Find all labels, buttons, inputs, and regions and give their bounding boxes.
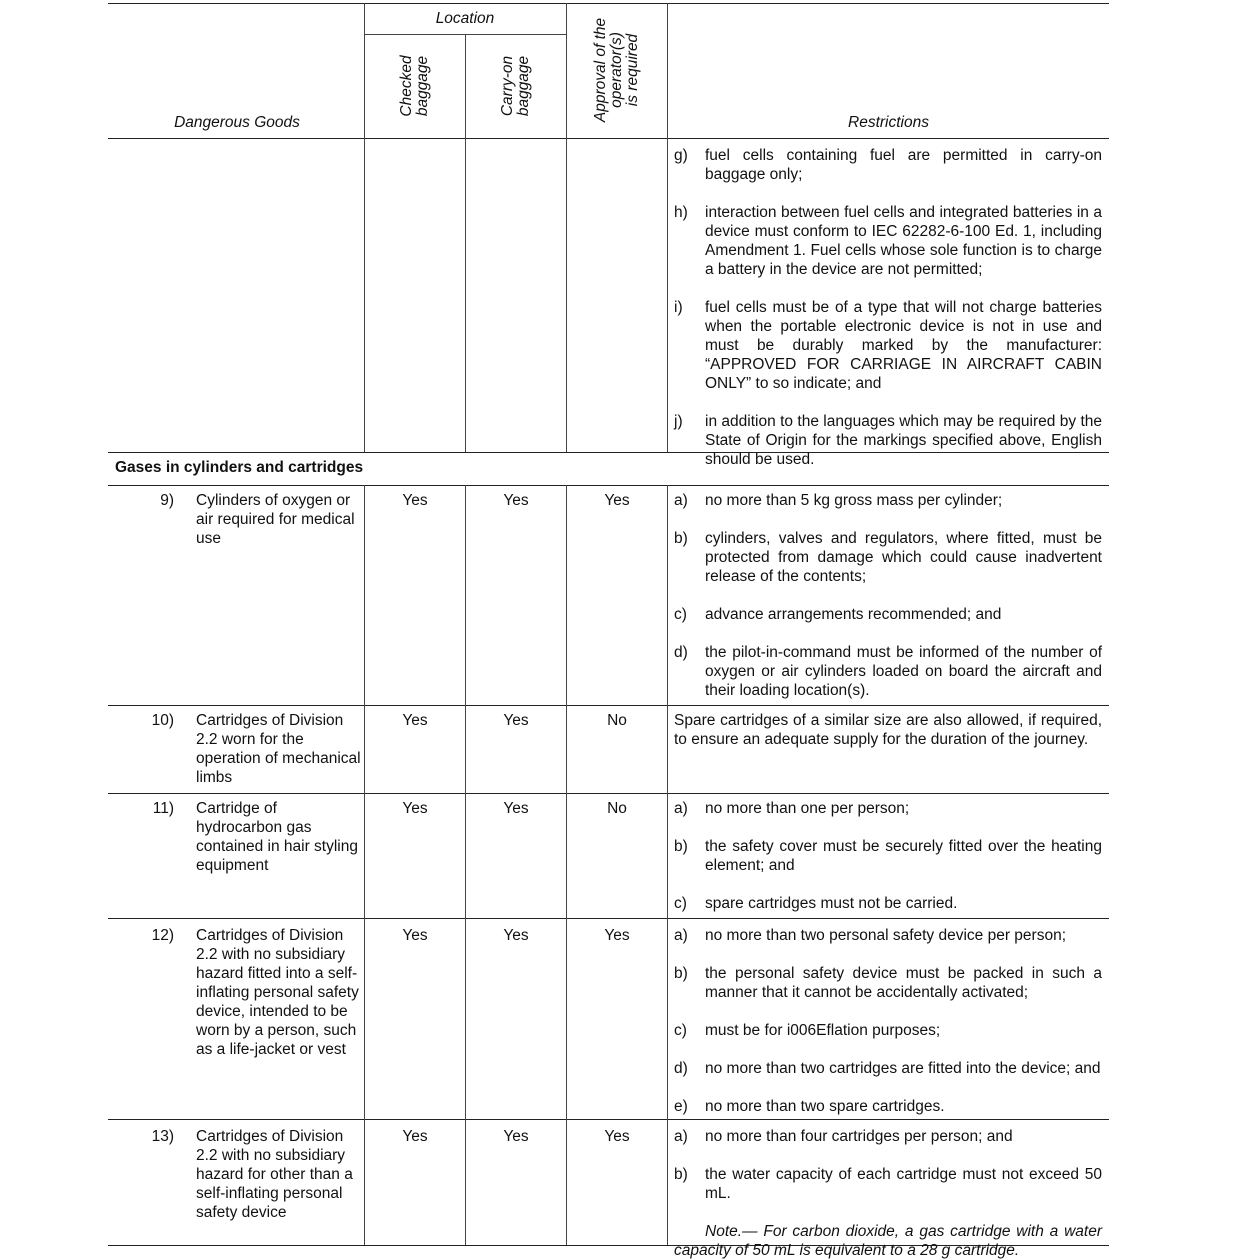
- restriction-item: a) no more than one per person;: [674, 800, 910, 817]
- row-number: 10): [151, 712, 174, 729]
- restriction-item: a) no more than two personal safety device per person;: [674, 927, 1067, 944]
- header-restrictions: Restrictions: [848, 114, 929, 131]
- carry-on-baggage-value: Yes: [503, 492, 529, 509]
- approval-value: Yes: [604, 492, 630, 509]
- restrictions-cell: [674, 1127, 1102, 1260]
- restrictions-cell: [674, 926, 1102, 1116]
- restriction-item: b) the safety cover must be securely fitted over the heating element; and: [674, 838, 1102, 874]
- carry-on-baggage-value: Yes: [503, 712, 529, 729]
- row-11-bottom-rule: [108, 918, 1109, 919]
- checked-baggage-value: Yes: [402, 492, 428, 509]
- checked-baggage-value: Yes: [402, 1128, 428, 1145]
- carry-on-baggage-value: Yes: [503, 1128, 529, 1145]
- approval-value: Yes: [604, 927, 630, 944]
- restriction-item: c) advance arrangements recommended; and: [674, 606, 1002, 623]
- section-bottom-rule: [108, 485, 1109, 486]
- restriction-item: h) interaction between fuel cells and integrated batteries in a device must conform to IEC 62282-6-100 Ed. 1, including Amendment 1. Fuel cells whose sole function is to charge a battery in the device are not permitted;: [674, 204, 1102, 278]
- note-text: Note.— For carbon dioxide, a gas cartridge with a water capacity of 50 mL is equivalent to a 28 g cartridge.: [674, 1223, 1102, 1259]
- header-checked-baggage: Checked baggage: [398, 55, 431, 117]
- approval-value: No: [607, 800, 627, 817]
- restriction-item: d) the pilot-in-command must be informed of the number of oxygen or air cylinders loaded on board the aircraft and their loading location(s).: [674, 644, 1102, 699]
- col-divider: [465, 34, 466, 452]
- dangerous-good-name: Cylinders of oxygen or air required for medical use: [196, 492, 355, 547]
- restriction-item: c) must be for i006Eflation purposes;: [674, 1022, 941, 1039]
- restrictions-cell: [674, 491, 1102, 700]
- col-divider: [364, 3, 365, 452]
- restriction-item: e) no more than two spare cartridges.: [674, 1098, 945, 1115]
- restriction-item: c) spare cartridges must not be carried.: [674, 895, 958, 912]
- header-approval-required: Approval of the operator(s) is required: [592, 17, 641, 123]
- dangerous-good-name: Cartridges of Division 2.2 with no subsidiary hazard for other than a self-inflating personal safety device: [196, 1128, 353, 1221]
- col-divider: [566, 3, 567, 452]
- restriction-item: b) cylinders, valves and regulators, where fitted, must be protected from damage which could cause inadvertent release of the contents;: [674, 530, 1102, 585]
- section-heading: Gases in cylinders and cartridges: [115, 459, 364, 476]
- checked-baggage-value: Yes: [402, 800, 428, 817]
- top-rule: [108, 3, 1109, 4]
- restrictions-cell: Spare cartridges of a similar size are also allowed, if required, to ensure an adequate supply for the duration of the journey.: [674, 712, 1102, 748]
- dangerous-good-name: Cartridges of Division 2.2 with no subsidiary hazard fitted into a self-inflating personal safety device, intended to be worn by a person, such as a life-jacket or vest: [196, 927, 359, 1058]
- row-number: 11): [152, 800, 174, 817]
- col-divider: [667, 3, 668, 452]
- row-number: 9): [160, 492, 174, 509]
- col-divider: [667, 485, 668, 1245]
- restriction-item: b) the personal safety device must be packed in such a manner that it cannot be accidentally activated;: [674, 965, 1102, 1001]
- restriction-item: j) in addition to the languages which may be required by the State of Origin for the markings specified above, English should be used.: [674, 413, 1102, 468]
- restrictions-cell: [674, 799, 1102, 913]
- approval-value: Yes: [604, 1128, 630, 1145]
- row-10-bottom-rule: [108, 793, 1109, 794]
- header-location: Location: [435, 10, 495, 27]
- continued-restrictions: [674, 146, 1102, 469]
- restriction-item: b) the water capacity of each cartridge must not exceed 50 mL.: [674, 1166, 1102, 1202]
- carry-on-baggage-value: Yes: [503, 927, 529, 944]
- restriction-item: i) fuel cells must be of a type that will not charge batteries when the portable electronic device is not in use and must be durably marked by the manufacturer: “APPROVED FOR CARRIAGE IN AIRCRAFT CABIN ONLY” to so indicate; and: [674, 299, 1102, 392]
- restriction-item: a) no more than 5 kg gross mass per cylinder;: [674, 492, 1003, 509]
- header-carry-on-baggage: Carry-on baggage: [499, 55, 532, 117]
- header-bottom-rule: [108, 138, 1109, 139]
- row-number: 13): [151, 1128, 174, 1145]
- row-number: 12): [151, 927, 174, 944]
- restriction-item: a) no more than four cartridges per person; and: [674, 1128, 1013, 1145]
- dangerous-good-name: Cartridges of Division 2.2 worn for the operation of mechanical limbs: [196, 712, 361, 786]
- restriction-item: g) fuel cells containing fuel are permitted in carry-on baggage only;: [674, 147, 1102, 183]
- carry-on-baggage-value: Yes: [503, 800, 529, 817]
- header-dangerous-goods: Dangerous Goods: [174, 114, 300, 131]
- checked-baggage-value: Yes: [402, 927, 428, 944]
- restriction-item: d) no more than two cartridges are fitted into the device; and: [674, 1060, 1101, 1077]
- dangerous-good-name: Cartridge of hydrocarbon gas contained in hair styling equipment: [196, 800, 358, 874]
- row-12-bottom-rule: [108, 1119, 1109, 1120]
- checked-baggage-value: Yes: [402, 712, 428, 729]
- row-9-bottom-rule: [108, 705, 1109, 706]
- approval-value: No: [607, 712, 627, 729]
